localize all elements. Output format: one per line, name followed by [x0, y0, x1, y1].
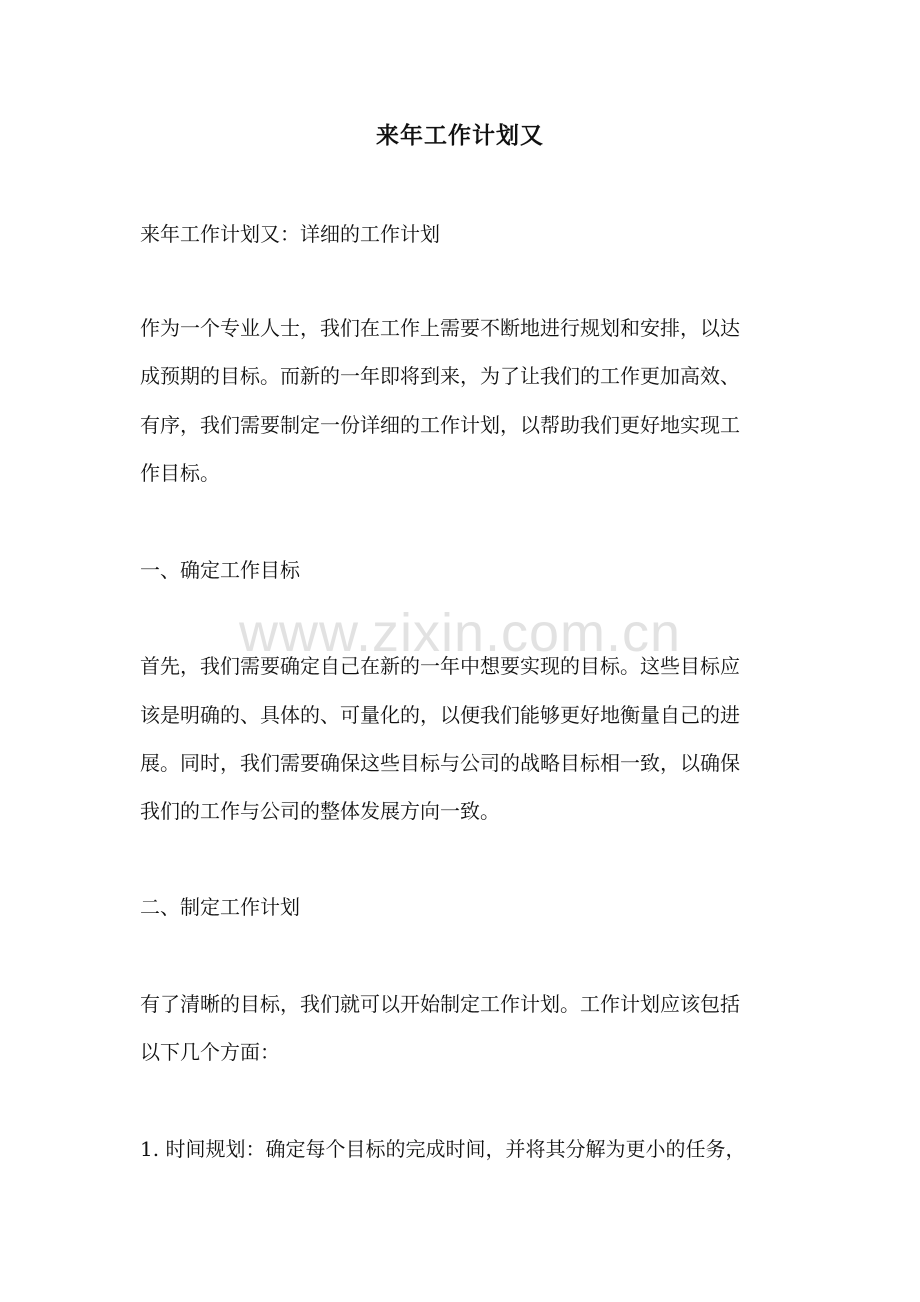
document-title: 来年工作计划又	[376, 122, 544, 149]
document-subtitle: 来年工作计划又：详细的工作计划	[140, 222, 440, 246]
intro-line-3: 有序，我们需要制定一份详细的工作计划，以帮助我们更好地实现工	[140, 413, 740, 437]
intro-line-1: 作为一个专业人士，我们在工作上需要不断地进行规划和安排，以达	[140, 316, 740, 340]
section1-line-3: 展。同时，我们需要确保这些目标与公司的战略目标相一致，以确保	[140, 751, 740, 775]
section2-line-2: 以下几个方面：	[140, 1040, 280, 1064]
section-heading-1: 一、确定工作目标	[140, 558, 300, 582]
watermark-text: www.zixin.com.cn	[238, 603, 682, 663]
section1-line-1: 首先，我们需要确定自己在新的一年中想要实现的目标。这些目标应	[140, 654, 740, 678]
intro-line-2: 成预期的目标。而新的一年即将到来，为了让我们的工作更加高效、	[140, 364, 740, 388]
list-item-1: 1. 时间规划：确定每个目标的完成时间，并将其分解为更小的任务，	[140, 1137, 746, 1161]
section2-line-1: 有了清晰的目标，我们就可以开始制定工作计划。工作计划应该包括	[140, 992, 740, 1016]
section-heading-2: 二、制定工作计划	[140, 895, 300, 919]
section1-line-4: 我们的工作与公司的整体发展方向一致。	[140, 799, 500, 823]
intro-line-4: 作目标。	[140, 461, 220, 485]
section1-line-2: 该是明确的、具体的、可量化的，以便我们能够更好地衡量自己的进	[140, 703, 740, 727]
